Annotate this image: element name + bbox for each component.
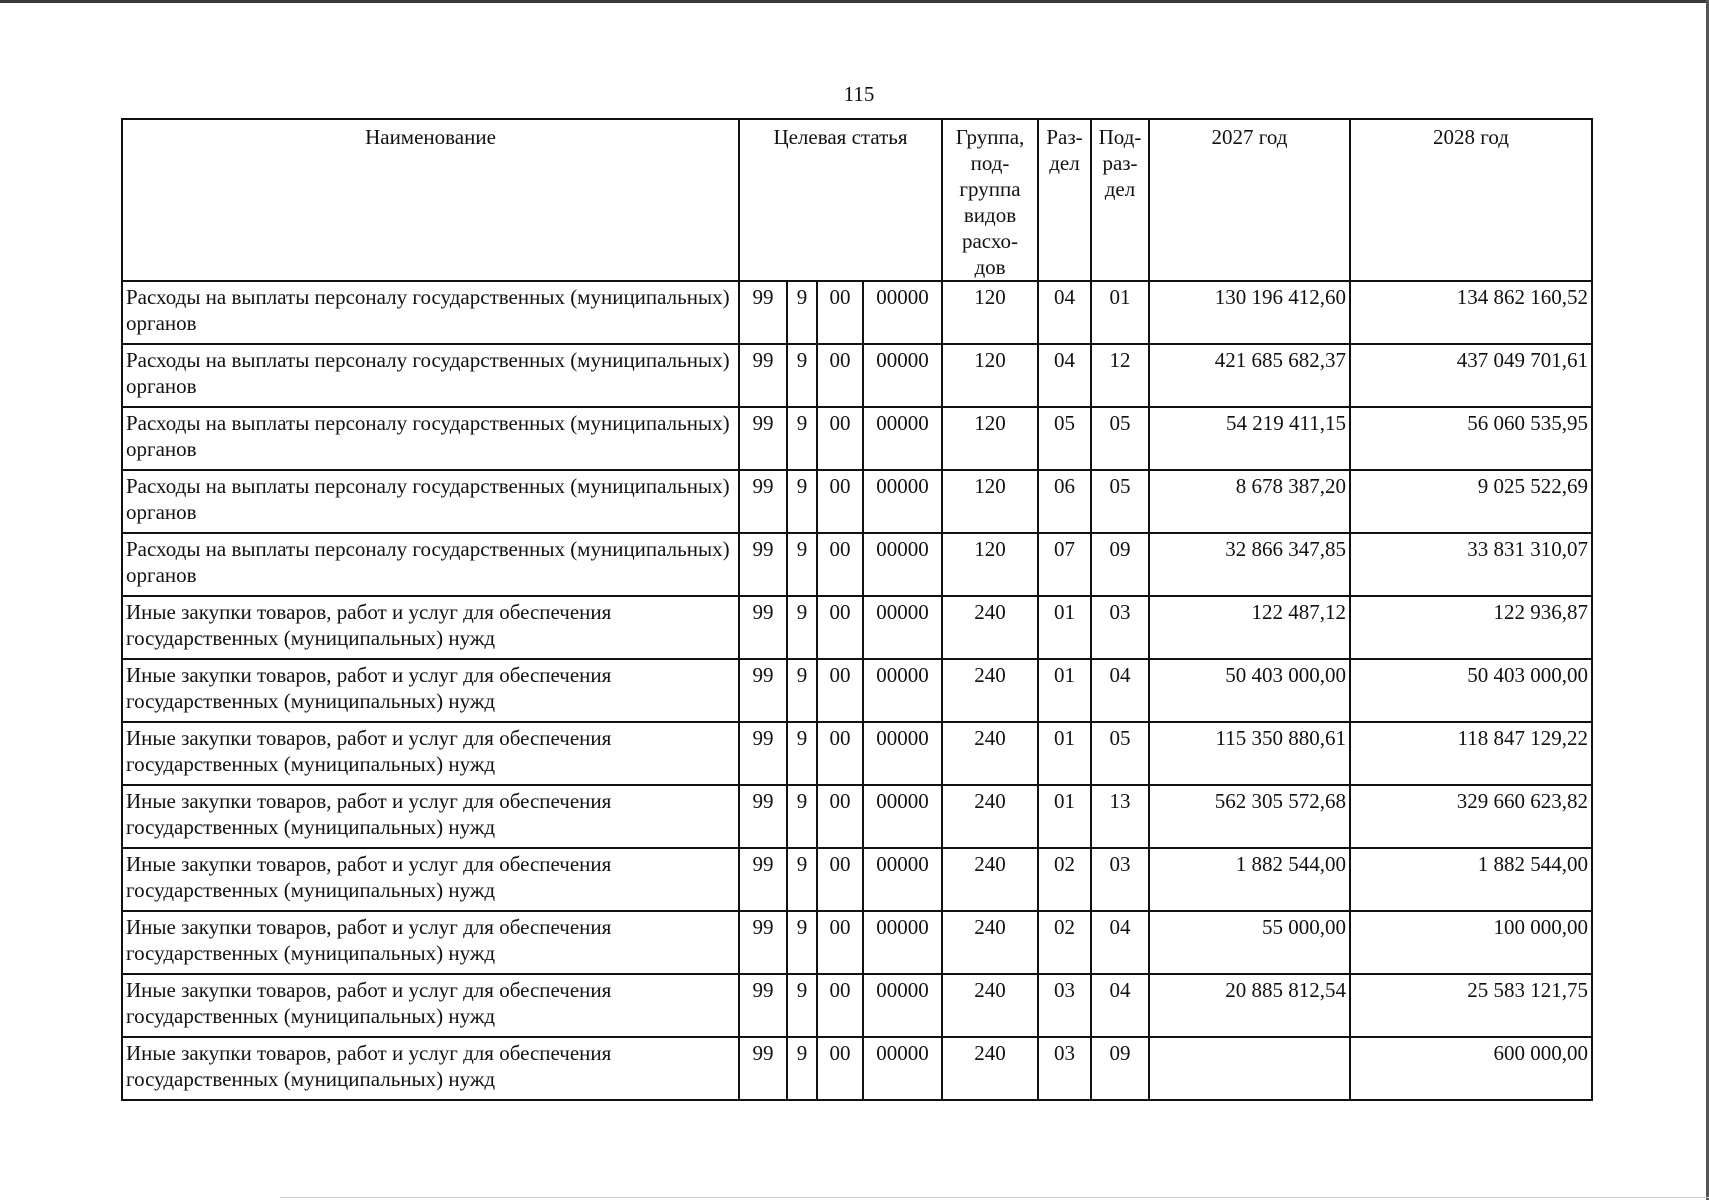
cell-amount-2028: 134 862 160,52 [1350, 281, 1592, 344]
table-row [122, 974, 1592, 1037]
cell-amount-2027: 54 219 411,15 [1149, 407, 1350, 470]
cell-name: Расходы на выплаты персоналу государственных (муниципальных) органов [122, 344, 739, 407]
cell-target-main-event: 00 [817, 722, 863, 785]
cell-name: Иные закупки товаров, работ и услуг для обеспечения государственных (муниципальных) нужд [122, 1037, 739, 1100]
cell-target-program: 99 [739, 974, 787, 1037]
cell-target-main-event: 00 [817, 785, 863, 848]
cell-name: Иные закупки товаров, работ и услуг для обеспечения государственных (муниципальных) нужд [122, 659, 739, 722]
table-row [122, 911, 1592, 974]
cell-subsection: 12 [1091, 344, 1149, 407]
scan-top-edge [0, 0, 1709, 3]
cell-amount-2028: 1 882 544,00 [1350, 848, 1592, 911]
cell-amount-2028: 600 000,00 [1350, 1037, 1592, 1100]
cell-expense-group: 120 [942, 281, 1038, 344]
cell-section: 01 [1038, 596, 1091, 659]
cell-target-direction: 00000 [863, 344, 942, 407]
header-year-2027: 2027 год [1149, 119, 1350, 281]
cell-name: Иные закупки товаров, работ и услуг для обеспечения государственных (муниципальных) нужд [122, 722, 739, 785]
cell-subsection: 05 [1091, 722, 1149, 785]
cell-amount-2027: 421 685 682,37 [1149, 344, 1350, 407]
cell-target-program: 99 [739, 848, 787, 911]
cell-name: Иные закупки товаров, работ и услуг для обеспечения государственных (муниципальных) нужд [122, 785, 739, 848]
cell-target-main-event: 00 [817, 281, 863, 344]
cell-target-main-event: 00 [817, 470, 863, 533]
cell-target-main-event: 00 [817, 1037, 863, 1100]
cell-target-subprogram: 9 [787, 659, 817, 722]
cell-section: 06 [1038, 470, 1091, 533]
cell-target-subprogram: 9 [787, 911, 817, 974]
cell-amount-2027: 50 403 000,00 [1149, 659, 1350, 722]
cell-section: 03 [1038, 974, 1091, 1037]
cell-expense-group: 120 [942, 533, 1038, 596]
cell-name: Расходы на выплаты персоналу государственных (муниципальных) органов [122, 407, 739, 470]
cell-section: 01 [1038, 785, 1091, 848]
cell-amount-2027: 130 196 412,60 [1149, 281, 1350, 344]
cell-expense-group: 240 [942, 596, 1038, 659]
cell-target-program: 99 [739, 344, 787, 407]
cell-target-direction: 00000 [863, 722, 942, 785]
cell-amount-2028: 122 936,87 [1350, 596, 1592, 659]
table-body [122, 281, 1592, 1100]
cell-target-program: 99 [739, 470, 787, 533]
cell-target-program: 99 [739, 407, 787, 470]
cell-expense-group: 240 [942, 659, 1038, 722]
cell-target-program: 99 [739, 911, 787, 974]
cell-subsection: 04 [1091, 659, 1149, 722]
budget-table [121, 118, 1593, 1101]
cell-target-subprogram: 9 [787, 344, 817, 407]
cell-subsection: 01 [1091, 281, 1149, 344]
cell-target-direction: 00000 [863, 911, 942, 974]
cell-name: Иные закупки товаров, работ и услуг для обеспечения государственных (муниципальных) нужд [122, 974, 739, 1037]
table-header [122, 119, 1592, 281]
cell-target-direction: 00000 [863, 659, 942, 722]
cell-amount-2027: 122 487,12 [1149, 596, 1350, 659]
cell-target-direction: 00000 [863, 785, 942, 848]
cell-target-main-event: 00 [817, 407, 863, 470]
cell-amount-2028: 437 049 701,61 [1350, 344, 1592, 407]
cell-target-subprogram: 9 [787, 470, 817, 533]
cell-subsection: 05 [1091, 470, 1149, 533]
cell-target-subprogram: 9 [787, 533, 817, 596]
table-row [122, 1037, 1592, 1100]
cell-section: 04 [1038, 281, 1091, 344]
cell-expense-group: 120 [942, 470, 1038, 533]
cell-name: Иные закупки товаров, работ и услуг для обеспечения государственных (муниципальных) нужд [122, 596, 739, 659]
cell-subsection: 04 [1091, 911, 1149, 974]
cell-target-direction: 00000 [863, 848, 942, 911]
cell-amount-2028: 329 660 623,82 [1350, 785, 1592, 848]
cell-target-main-event: 00 [817, 848, 863, 911]
cell-amount-2027 [1149, 1037, 1350, 1100]
cell-name: Иные закупки товаров, работ и услуг для обеспечения государственных (муниципальных) нужд [122, 911, 739, 974]
cell-target-program: 99 [739, 596, 787, 659]
header-section: Раз- дел [1038, 119, 1091, 281]
cell-target-direction: 00000 [863, 533, 942, 596]
cell-amount-2028: 33 831 310,07 [1350, 533, 1592, 596]
cell-subsection: 03 [1091, 596, 1149, 659]
cell-amount-2028: 25 583 121,75 [1350, 974, 1592, 1037]
cell-target-subprogram: 9 [787, 596, 817, 659]
cell-target-direction: 00000 [863, 1037, 942, 1100]
cell-expense-group: 240 [942, 722, 1038, 785]
cell-target-main-event: 00 [817, 974, 863, 1037]
cell-target-subprogram: 9 [787, 407, 817, 470]
cell-subsection: 04 [1091, 974, 1149, 1037]
cell-name: Расходы на выплаты персоналу государственных (муниципальных) органов [122, 281, 739, 344]
cell-amount-2027: 32 866 347,85 [1149, 533, 1350, 596]
cell-amount-2028: 100 000,00 [1350, 911, 1592, 974]
cell-subsection: 03 [1091, 848, 1149, 911]
table-row [122, 785, 1592, 848]
header-subsection: Под- раз- дел [1091, 119, 1149, 281]
cell-subsection: 05 [1091, 407, 1149, 470]
table-row [122, 344, 1592, 407]
cell-target-program: 99 [739, 533, 787, 596]
cell-expense-group: 240 [942, 911, 1038, 974]
cell-target-main-event: 00 [817, 659, 863, 722]
cell-name: Расходы на выплаты персоналу государственных (муниципальных) органов [122, 470, 739, 533]
cell-expense-group: 120 [942, 344, 1038, 407]
cell-target-direction: 00000 [863, 281, 942, 344]
cell-target-subprogram: 9 [787, 974, 817, 1037]
cell-section: 02 [1038, 848, 1091, 911]
cell-expense-group: 240 [942, 785, 1038, 848]
cell-name: Расходы на выплаты персоналу государственных (муниципальных) органов [122, 533, 739, 596]
cell-subsection: 09 [1091, 533, 1149, 596]
header-row [122, 119, 1592, 281]
cell-amount-2028: 50 403 000,00 [1350, 659, 1592, 722]
table-row [122, 281, 1592, 344]
cell-section: 01 [1038, 659, 1091, 722]
cell-expense-group: 240 [942, 1037, 1038, 1100]
cell-amount-2028: 56 060 535,95 [1350, 407, 1592, 470]
cell-target-subprogram: 9 [787, 1037, 817, 1100]
cell-target-program: 99 [739, 1037, 787, 1100]
cell-target-subprogram: 9 [787, 722, 817, 785]
table-row [122, 470, 1592, 533]
cell-expense-group: 240 [942, 974, 1038, 1037]
header-year-2028: 2028 год [1350, 119, 1592, 281]
cell-section: 07 [1038, 533, 1091, 596]
cell-section: 01 [1038, 722, 1091, 785]
cell-section: 03 [1038, 1037, 1091, 1100]
cell-section: 05 [1038, 407, 1091, 470]
cell-target-main-event: 00 [817, 344, 863, 407]
cell-target-program: 99 [739, 281, 787, 344]
cell-subsection: 13 [1091, 785, 1149, 848]
cell-target-subprogram: 9 [787, 848, 817, 911]
cell-target-main-event: 00 [817, 596, 863, 659]
scan-bottom-line [280, 1197, 1709, 1198]
header-target-article: Целевая статья [739, 119, 942, 281]
table-row [122, 659, 1592, 722]
cell-amount-2027: 1 882 544,00 [1149, 848, 1350, 911]
cell-amount-2027: 115 350 880,61 [1149, 722, 1350, 785]
cell-target-direction: 00000 [863, 974, 942, 1037]
cell-expense-group: 120 [942, 407, 1038, 470]
table-row [122, 848, 1592, 911]
cell-subsection: 09 [1091, 1037, 1149, 1100]
cell-target-direction: 00000 [863, 407, 942, 470]
cell-expense-group: 240 [942, 848, 1038, 911]
cell-target-direction: 00000 [863, 470, 942, 533]
table-row [122, 533, 1592, 596]
cell-amount-2027: 20 885 812,54 [1149, 974, 1350, 1037]
cell-name: Иные закупки товаров, работ и услуг для обеспечения государственных (муниципальных) нужд [122, 848, 739, 911]
cell-amount-2027: 8 678 387,20 [1149, 470, 1350, 533]
table-row [122, 596, 1592, 659]
cell-target-direction: 00000 [863, 596, 942, 659]
cell-section: 02 [1038, 911, 1091, 974]
cell-target-program: 99 [739, 722, 787, 785]
header-expense-group: Группа, под- группа видов расхо- дов [942, 119, 1038, 281]
page-number: 115 [843, 82, 875, 106]
cell-target-program: 99 [739, 659, 787, 722]
cell-section: 04 [1038, 344, 1091, 407]
cell-target-subprogram: 9 [787, 785, 817, 848]
cell-amount-2027: 562 305 572,68 [1149, 785, 1350, 848]
cell-target-program: 99 [739, 785, 787, 848]
cell-amount-2028: 9 025 522,69 [1350, 470, 1592, 533]
cell-target-main-event: 00 [817, 911, 863, 974]
table-row [122, 407, 1592, 470]
cell-target-main-event: 00 [817, 533, 863, 596]
cell-amount-2028: 118 847 129,22 [1350, 722, 1592, 785]
table-row [122, 722, 1592, 785]
cell-amount-2027: 55 000,00 [1149, 911, 1350, 974]
cell-target-subprogram: 9 [787, 281, 817, 344]
header-name: Наименование [122, 119, 739, 281]
